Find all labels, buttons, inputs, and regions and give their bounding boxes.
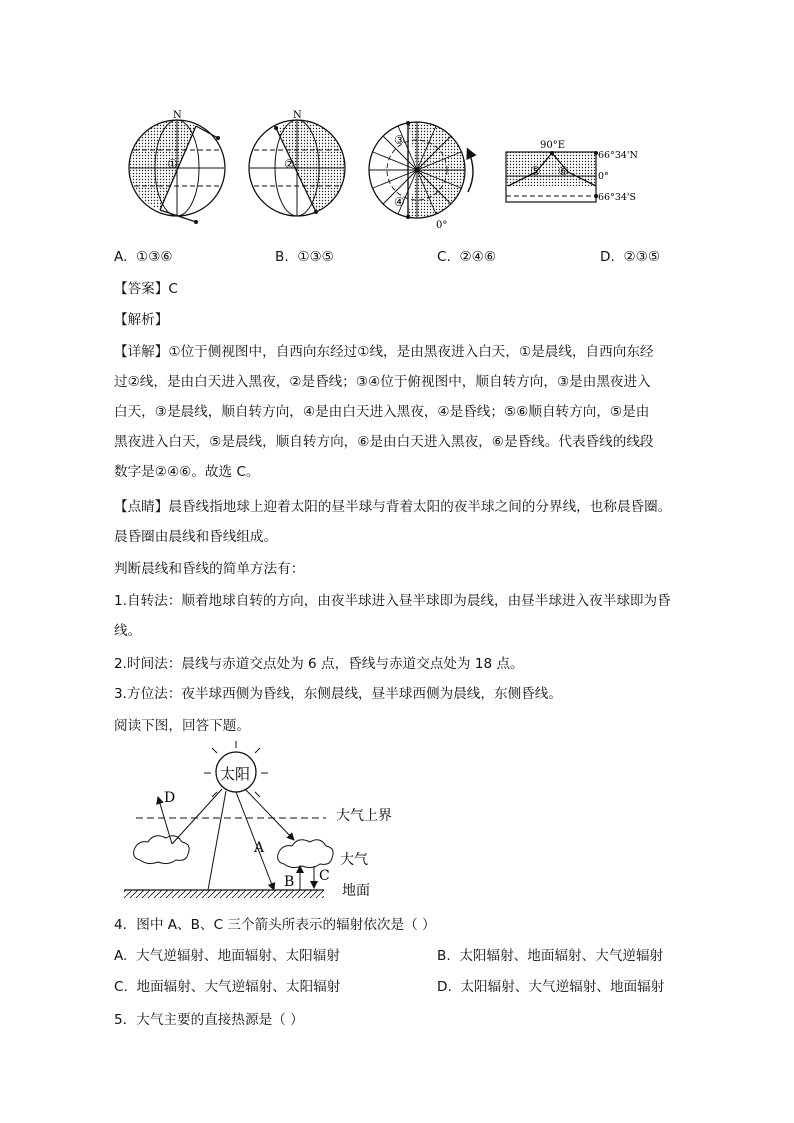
north-label-2: N	[293, 110, 302, 121]
marker-2: ②	[284, 157, 295, 171]
sun-icon	[204, 741, 268, 797]
option-b[interactable]: B. ①③⑤	[275, 249, 334, 265]
arrow-label-d: D	[164, 790, 176, 806]
rotation-arrow-icon	[468, 150, 473, 192]
map-top-label: 90°E	[540, 140, 566, 151]
detail-line-4: 黑夜进入白天，⑤是晨线，顺自转方向，⑥是由白天进入黑夜，⑥是昏线。代表昏线的线段	[114, 434, 654, 450]
globe-side-view-2	[249, 110, 345, 216]
tip-line-6: 2.时间法：晨线与赤道交点处为 6 点，昏线与赤道交点处为 18 点。	[114, 656, 524, 672]
upper-boundary-label: 大气上界	[336, 808, 392, 824]
q4-option-d[interactable]: D. 太阳辐射、大气逆辐射、地面辐射	[437, 979, 665, 995]
tip-line-1: 【点睛】晨昏线指地球上迎着太阳的昼半球与背着太阳的夜半球之间的分界线，也称晨昏圈。	[114, 499, 672, 515]
tip-line-2: 晨昏圈由晨线和昏线组成。	[114, 529, 278, 545]
marker-5: ⑤	[530, 164, 541, 178]
figure-day-night-diagrams	[120, 106, 680, 234]
option-d[interactable]: D. ②③⑤	[600, 249, 661, 265]
cloud-right-icon	[278, 840, 334, 868]
q4-option-c[interactable]: C. 地面辐射、大气逆辐射、太阳辐射	[114, 979, 341, 995]
sun-label: 太阳	[220, 765, 251, 783]
map-projection	[506, 140, 638, 203]
option-a[interactable]: A. ①③⑥	[114, 249, 173, 265]
globe-side-view-1	[129, 110, 225, 224]
marker-1: ①	[167, 157, 178, 171]
marker-4: ④	[394, 195, 405, 209]
marker-6: ⑥	[558, 164, 569, 178]
tip-line-4: 1.自转法：顺着地球自转的方向，由夜半球进入昼半球即为晨线，由昼半球进入夜半球即为昏	[114, 593, 671, 609]
detail-line-2: 过②线，是由白天进入黑夜，②是昏线；③④位于俯视图中，顺自转方向，③是由黑夜进入	[114, 374, 651, 390]
detail-line-3: 白天，③是晨线，顺自转方向，④是由白天进入黑夜，④是昏线；⑤⑥顺自转方向，⑤是由	[114, 404, 650, 420]
zero-label: 0°	[436, 220, 448, 231]
figure-atmosphere-radiation	[114, 740, 434, 905]
q4-stem: 4．图中 A、B、C 三个箭头所表示的辐射依次是（ ）	[114, 917, 436, 933]
tip-line-8: 阅读下图，回答下题。	[114, 718, 250, 734]
tip-line-5: 线。	[114, 623, 142, 639]
ground-label: 地面	[342, 883, 370, 899]
arrow-label-c: C	[319, 868, 330, 884]
globe-polar-view	[369, 121, 473, 231]
map-right-label-n: 66°34'N	[598, 150, 638, 161]
arrow-label-b: B	[284, 874, 295, 890]
detail-line-1: 【详解】①位于侧视图中，自西向东经过①线，是由黑夜进入白天，①是晨线，自西向东经	[114, 344, 654, 360]
map-right-label-eq: 0°	[598, 171, 609, 182]
north-label-1: N	[173, 110, 182, 121]
q4-option-b[interactable]: B. 太阳辐射、地面辐射、大气逆辐射	[437, 948, 664, 964]
atmosphere-label: 大气	[340, 852, 368, 868]
analysis-label: 【解析】	[114, 312, 169, 328]
q4-option-a[interactable]: A. 大气逆辐射、地面辐射、太阳辐射	[114, 948, 340, 964]
arrow-label-a: A	[254, 840, 265, 856]
q5-stem: 5．大气主要的直接热源是（ ）	[114, 1012, 304, 1028]
cloud-left-icon	[134, 836, 190, 864]
tip-line-7: 3.方位法：夜半球西侧为昏线，东侧晨线，昼半球西侧为晨线，东侧昏线。	[114, 686, 562, 702]
tip-line-3: 判断晨线和昏线的简单方法有：	[114, 561, 305, 577]
detail-line-5: 数字是②④⑥。故选 C。	[114, 464, 260, 480]
option-c[interactable]: C. ②④⑥	[437, 249, 497, 265]
map-right-label-s: 66°34'S	[598, 192, 637, 203]
marker-3: ③	[394, 133, 405, 147]
answer-line: 【答案】C	[114, 281, 178, 297]
